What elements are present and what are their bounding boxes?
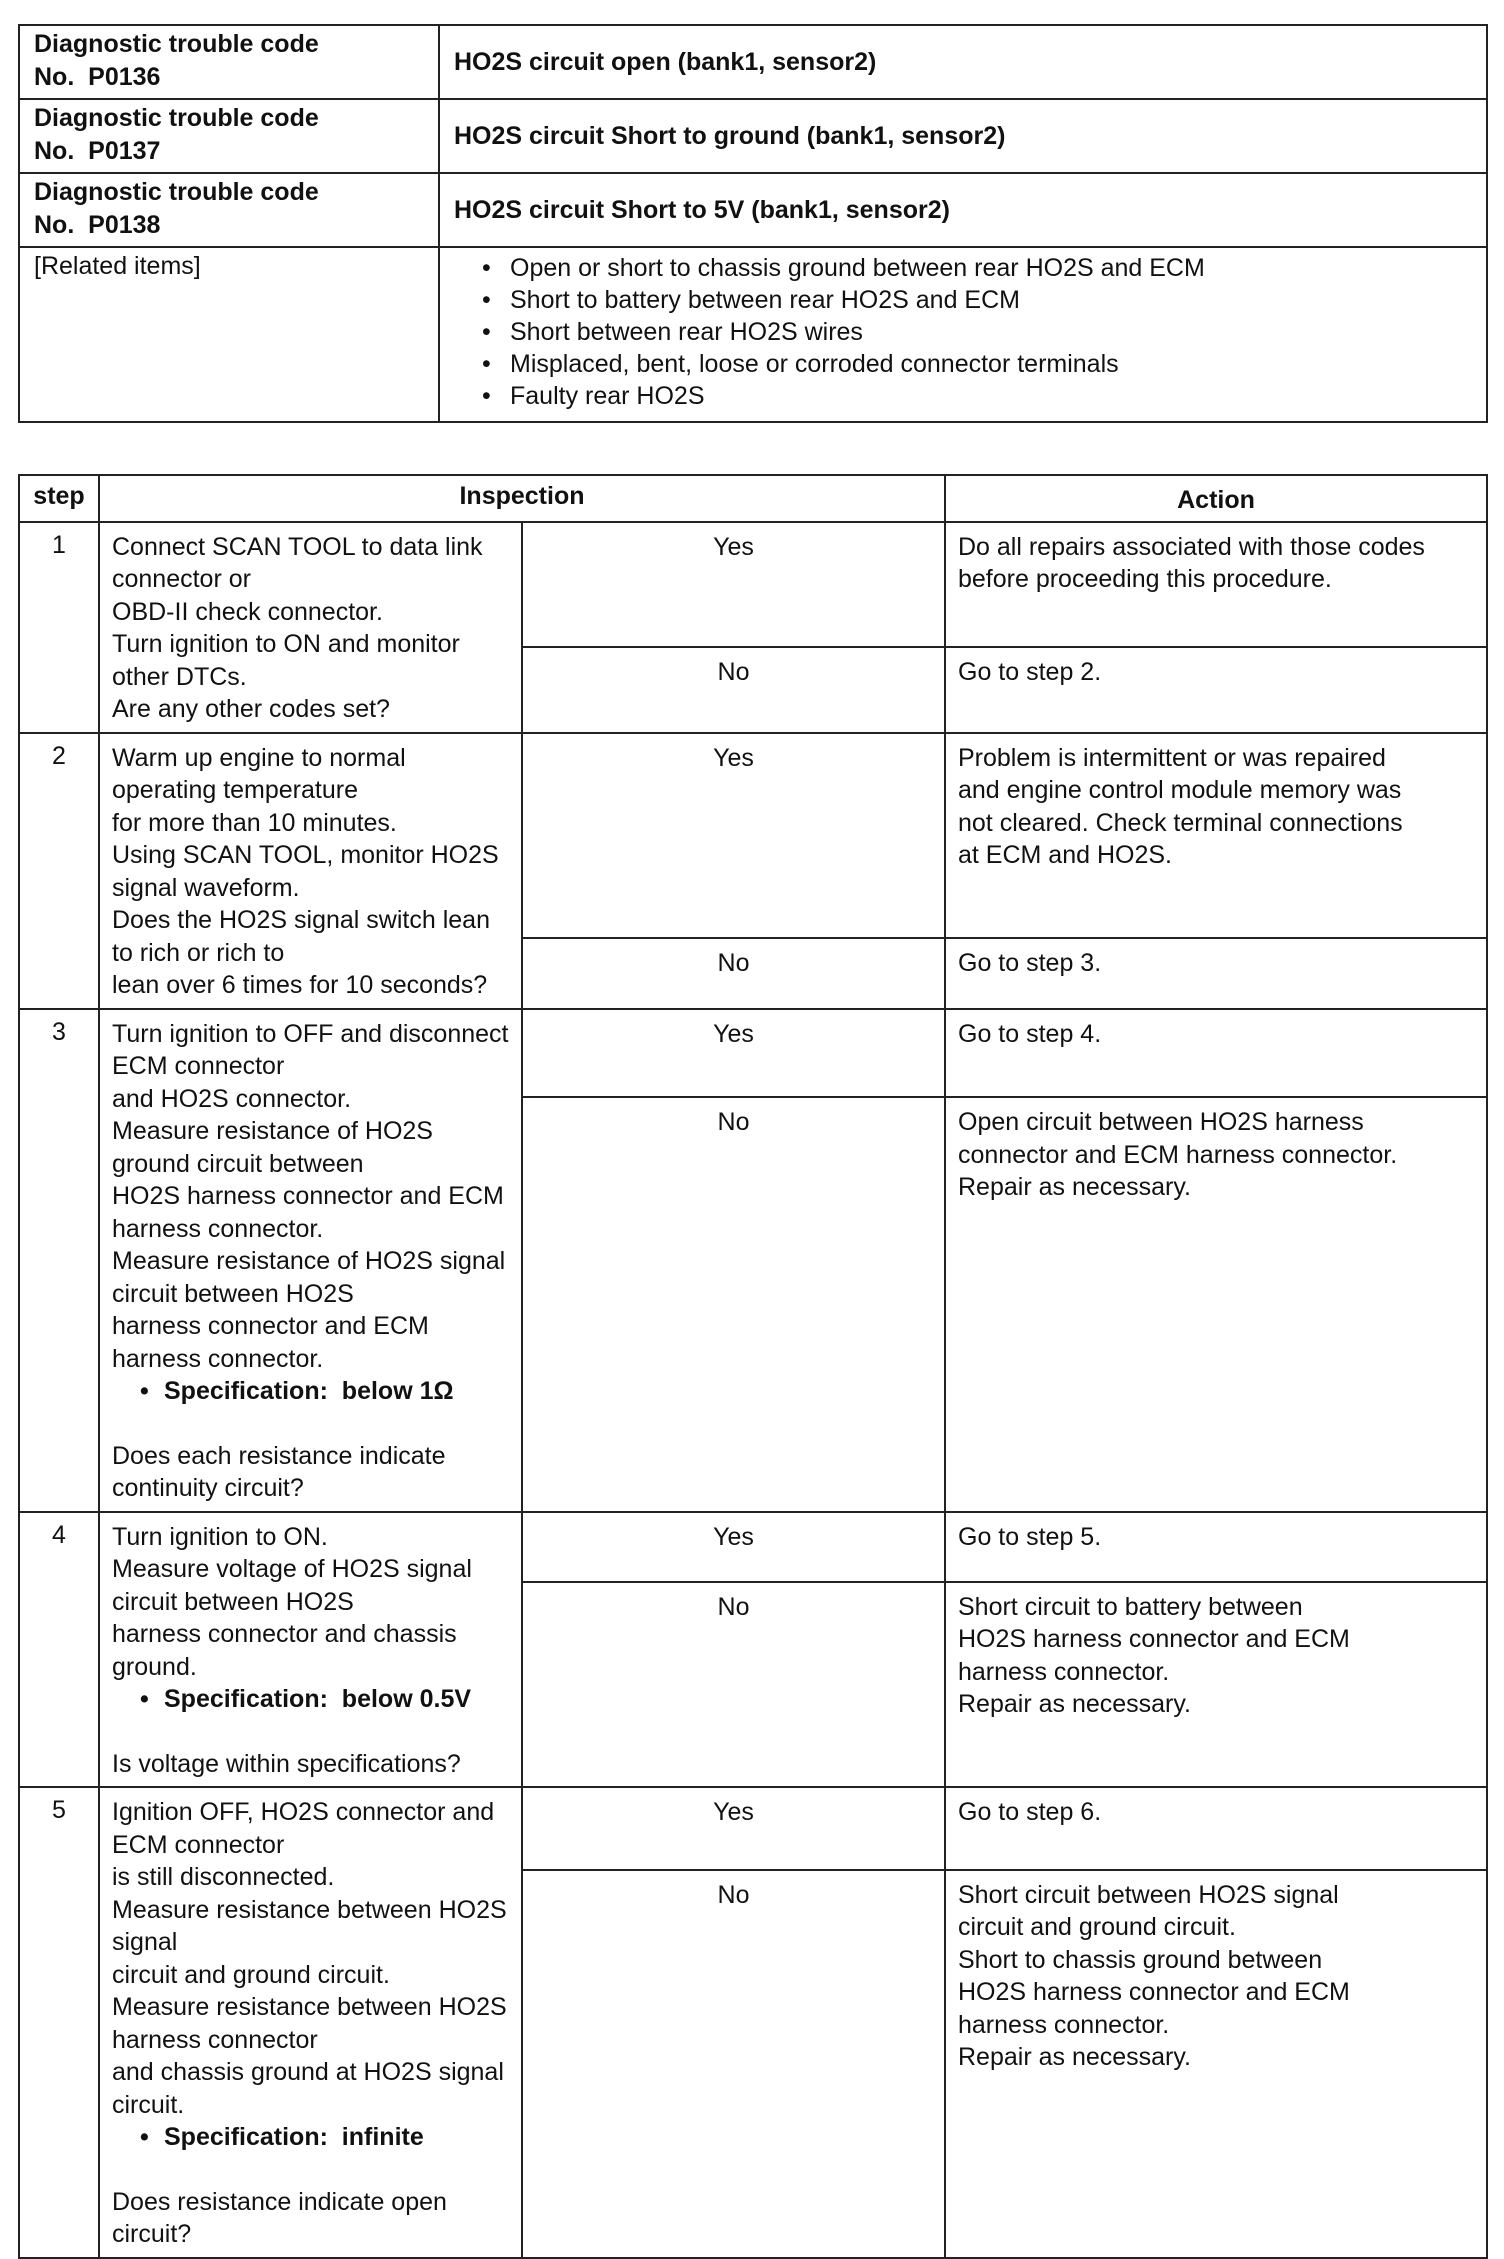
action-line: Do all repairs associated with those codes [958, 532, 1425, 561]
dtc-row [19, 173, 1487, 247]
specification [112, 2121, 509, 2154]
no-label: No [522, 647, 945, 732]
related-items-cell [439, 247, 1487, 422]
inspection-line: lean over 6 times for 10 seconds? [112, 971, 488, 999]
yes-action [945, 1512, 1487, 1582]
related-item: • Open or short to chassis ground between rear HO2S and ECM [510, 252, 1486, 284]
yes-label: Yes [522, 522, 945, 648]
action-line: connector and ECM harness connector. [958, 1140, 1398, 1169]
dtc-code-number: No. P0138 [34, 210, 161, 239]
dtc-label-line: Diagnostic trouble code [34, 178, 319, 206]
action-line: Repair as necessary. [958, 1173, 1191, 1202]
step-number: 5 [19, 1787, 99, 2258]
inspection-line: Warm up engine to normal operating temperature [112, 743, 406, 804]
inspection-line: Turn ignition to ON and monitor other DTCs. [112, 630, 460, 691]
yes-label: Yes [522, 1787, 945, 1870]
no-action [945, 1097, 1487, 1511]
inspection-question: Is voltage within specifications? [112, 1749, 461, 1778]
bullet-icon: • [140, 1685, 149, 1713]
inspection-line: Turn ignition to OFF and disconnect ECM connector [112, 1019, 509, 1080]
action-line: Go to step 3. [958, 949, 1102, 978]
step-row [19, 1787, 1487, 1870]
action-line: Go to step 6. [958, 1798, 1102, 1826]
inspection-line: for more than 10 minutes. [112, 808, 397, 837]
related-items-row [19, 247, 1487, 422]
step-inspection [99, 1787, 522, 2258]
action-line: harness connector. [958, 1657, 1170, 1686]
action-column-header: Action [945, 475, 1487, 522]
dtc-code-label [19, 99, 439, 173]
no-action [945, 938, 1487, 1008]
action-line: Open circuit between HO2S harness [958, 1108, 1364, 1137]
inspection-line: Measure resistance of HO2S ground circuit between [112, 1117, 433, 1178]
action-line: Go to step 4. [958, 1019, 1102, 1048]
dtc-code-number: No. P0137 [34, 136, 161, 165]
inspection-line: Are any other codes set? [112, 695, 390, 723]
action-line: circuit and ground circuit. [958, 1913, 1236, 1942]
action-line: before proceeding this procedure. [958, 565, 1332, 593]
step-row [19, 1512, 1487, 1582]
no-label: No [522, 1582, 945, 1787]
inspection-line: Turn ignition to ON. [112, 1522, 328, 1551]
no-action [945, 1870, 1487, 2258]
dtc-row [19, 99, 1487, 173]
bullet-icon: • [140, 2123, 149, 2151]
action-line: not cleared. Check terminal connections [958, 808, 1403, 837]
inspection-line: Ignition OFF, HO2S connector and ECM connector [112, 1798, 495, 1859]
yes-action [945, 522, 1487, 648]
dtc-code-label [19, 25, 439, 99]
inspection-column-header: Inspection [99, 475, 945, 522]
action-line: and engine control module memory was [958, 776, 1402, 804]
dtc-row [19, 25, 1487, 99]
step-row [19, 1009, 1487, 1098]
step-inspection [99, 522, 522, 733]
action-line: Short to chassis ground between [958, 1945, 1323, 1974]
yes-label: Yes [522, 1009, 945, 1098]
steps-header-row [19, 475, 1487, 522]
dtc-description: HO2S circuit Short to ground (bank1, sensor2) [439, 99, 1487, 173]
step-number: 2 [19, 733, 99, 1009]
dtc-description: HO2S circuit open (bank1, sensor2) [439, 25, 1487, 99]
action-line: harness connector. [958, 2010, 1170, 2039]
inspection-line: HO2S harness connector and ECM harness connector. [112, 1182, 504, 1243]
specification-text: Specification: below 0.5V [164, 1685, 472, 1713]
action-line: HO2S harness connector and ECM [958, 1625, 1350, 1654]
yes-action [945, 1787, 1487, 1870]
dtc-label-line: Diagnostic trouble code [34, 104, 319, 132]
yes-label: Yes [522, 733, 945, 939]
inspection-line: and chassis ground at HO2S signal circuit. [112, 2058, 504, 2119]
step-number: 1 [19, 522, 99, 733]
bullet-icon: • [140, 1377, 149, 1405]
action-line: Short circuit between HO2S signal [958, 1880, 1339, 1909]
no-action [945, 1582, 1487, 1787]
inspection-line: Measure resistance of HO2S signal circuit between HO2S [112, 1247, 506, 1308]
inspection-question: Does each resistance indicate continuity circuit? [112, 1441, 446, 1502]
steps-body [19, 522, 1487, 2258]
no-label: No [522, 1097, 945, 1511]
action-line: at ECM and HO2S. [958, 841, 1172, 869]
step-inspection [99, 1009, 522, 1512]
action-line: Problem is intermittent or was repaired [958, 743, 1386, 772]
related-item: • Faulty rear HO2S [510, 380, 1486, 412]
related-items-list [440, 252, 1486, 412]
no-label: No [522, 938, 945, 1008]
related-items-label: [Related items] [19, 247, 439, 422]
dtc-code-label [19, 173, 439, 247]
action-line: Repair as necessary. [958, 2043, 1191, 2072]
inspection-line: Measure voltage of HO2S signal circuit between HO2S [112, 1555, 472, 1616]
inspection-line: Measure resistance between HO2S harness connector [112, 1993, 507, 2054]
step-row [19, 522, 1487, 648]
yes-action [945, 733, 1487, 939]
inspection-line: Connect SCAN TOOL to data link connector or [112, 532, 483, 593]
action-line: Go to step 5. [958, 1522, 1102, 1551]
related-item: • Short between rear HO2S wires [510, 316, 1486, 348]
step-inspection [99, 733, 522, 1009]
dtc-code-number: No. P0136 [34, 62, 161, 91]
inspection-line: OBD-II check connector. [112, 597, 383, 626]
step-column-header: step [19, 475, 99, 522]
step-inspection [99, 1512, 522, 1788]
inspection-question: Does resistance indicate open circuit? [112, 2187, 447, 2248]
specification-text: Specification: below 1Ω [164, 1377, 454, 1405]
inspection-line: harness connector and chassis ground. [112, 1620, 457, 1681]
step-number: 4 [19, 1512, 99, 1788]
inspection-line: is still disconnected. [112, 1863, 335, 1891]
no-label: No [522, 1870, 945, 2258]
inspection-line: harness connector and ECM harness connector. [112, 1312, 429, 1373]
specification [112, 1683, 509, 1716]
dtc-label-line: Diagnostic trouble code [34, 30, 319, 58]
action-line: HO2S harness connector and ECM [958, 1978, 1350, 2007]
related-item: • Short to battery between rear HO2S and ECM [510, 284, 1486, 316]
dtc-description: HO2S circuit Short to 5V (bank1, sensor2) [439, 173, 1487, 247]
yes-label: Yes [522, 1512, 945, 1582]
inspection-line: Measure resistance between HO2S signal [112, 1895, 507, 1956]
step-number: 3 [19, 1009, 99, 1512]
specification [112, 1375, 509, 1408]
inspection-line: circuit and ground circuit. [112, 1960, 390, 1989]
yes-action [945, 1009, 1487, 1098]
action-line: Repair as necessary. [958, 1690, 1191, 1719]
action-line: Go to step 2. [958, 658, 1102, 687]
inspection-line: Does the HO2S signal switch lean to rich or rich to [112, 906, 490, 967]
inspection-steps-table [18, 474, 1488, 2259]
step-row [19, 733, 1487, 939]
inspection-line: Using SCAN TOOL, monitor HO2S signal waveform. [112, 841, 499, 902]
no-action [945, 647, 1487, 732]
action-line: Short circuit to battery between [958, 1592, 1303, 1621]
related-item: • Misplaced, bent, loose or corroded connector terminals [510, 348, 1486, 380]
dtc-info-table [18, 24, 1488, 423]
inspection-line: and HO2S connector. [112, 1084, 352, 1113]
specification-text: Specification: infinite [164, 2123, 424, 2151]
